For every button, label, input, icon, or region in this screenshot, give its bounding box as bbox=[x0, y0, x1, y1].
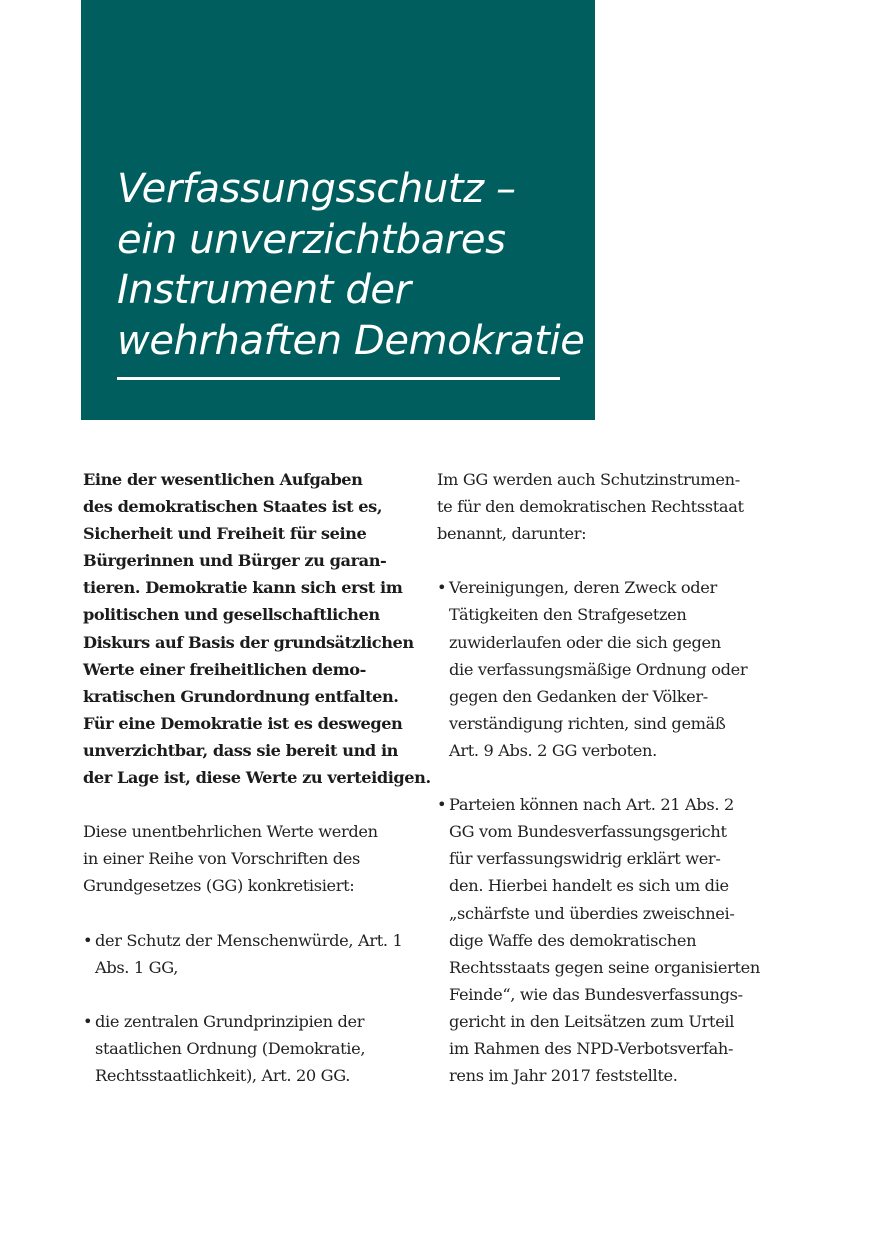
body-paragraph bbox=[437, 466, 767, 547]
list-item bbox=[83, 1008, 413, 1089]
text-line: Grundgesetzes (GG) konkretisiert: bbox=[83, 876, 355, 896]
text-line: Diskurs auf Basis der grundsätzlichen bbox=[83, 632, 414, 652]
text-line: Rechtsstaats gegen seine organisierten bbox=[449, 957, 760, 977]
text-line: Feinde“, wie das Bundesverfassungs- bbox=[449, 984, 743, 1004]
list-item bbox=[83, 927, 413, 981]
text-line: Bürgerinnen und Bürger zu garan- bbox=[83, 551, 387, 571]
text-line: Parteien können nach Art. 21 Abs. 2 bbox=[449, 795, 734, 815]
text-line: benannt, darunter: bbox=[437, 524, 587, 544]
text-line: politischen und gesellschaftlichen bbox=[83, 605, 380, 625]
text-line: Abs. 1 GG, bbox=[95, 957, 179, 977]
right-column bbox=[437, 466, 767, 1089]
text-line: zuwiderlaufen oder die sich gegen bbox=[449, 632, 721, 652]
text-line: Vereinigungen, deren Zweck oder bbox=[449, 578, 717, 598]
text-line: im Rahmen des NPD-Verbotsverfah- bbox=[449, 1038, 734, 1058]
text-line: Im GG werden auch Schutzinstrumen- bbox=[437, 470, 740, 489]
text-line: gegen den Gedanken der Völker- bbox=[449, 686, 708, 706]
text-line: Werte einer freiheitlichen demo- bbox=[83, 659, 366, 679]
title-line: ein unverzichtbares bbox=[117, 216, 506, 263]
list-item bbox=[437, 574, 767, 764]
text-line: dige Waffe des demokratischen bbox=[449, 930, 697, 950]
title-line: Verfassungsschutz – bbox=[117, 166, 516, 212]
intro-paragraph bbox=[83, 466, 431, 791]
text-line: in einer Reihe von Vorschriften des bbox=[83, 849, 360, 869]
title-line: wehrhaften Demokratie bbox=[117, 317, 585, 364]
body-paragraph bbox=[83, 818, 413, 899]
text-line: der Lage ist, diese Werte zu verteidigen. bbox=[83, 768, 431, 788]
text-line: GG vom Bundesverfassungsgericht bbox=[449, 822, 727, 842]
text-line: kratischen Grundordnung entfalten. bbox=[83, 686, 399, 706]
text-line: Eine der wesentlichen Aufgaben bbox=[83, 470, 363, 489]
text-line: Für eine Demokratie ist es deswegen bbox=[83, 713, 403, 733]
text-line: te für den demokratischen Rechtsstaat bbox=[437, 497, 744, 517]
text-line: die verfassungsmäßige Ordnung oder bbox=[449, 659, 748, 679]
text-line: rens im Jahr 2017 feststellte. bbox=[449, 1066, 678, 1086]
text-line: verständigung richten, sind gemäß bbox=[449, 713, 726, 733]
bullet-icon: • bbox=[437, 578, 447, 598]
title-underline bbox=[117, 377, 560, 380]
text-line: Art. 9 Abs. 2 GG verboten. bbox=[449, 740, 657, 760]
text-line: des demokratischen Staates ist es, bbox=[83, 497, 383, 517]
page-title bbox=[117, 164, 587, 366]
title-line: Instrument der bbox=[117, 267, 411, 313]
list-item bbox=[437, 791, 767, 1089]
text-line: der Schutz der Menschenwürde, Art. 1 bbox=[95, 930, 403, 950]
text-line: „schärfste und überdies zweischnei- bbox=[449, 903, 735, 923]
bullet-icon: • bbox=[437, 795, 447, 815]
text-line: tieren. Demokratie kann sich erst im bbox=[83, 578, 403, 598]
text-line: gericht in den Leitsätzen zum Urteil bbox=[449, 1011, 735, 1031]
text-line: für verfassungswidrig erklärt wer- bbox=[449, 849, 721, 869]
left-column bbox=[83, 466, 431, 1089]
text-line: Diese unentbehrlichen Werte werden bbox=[83, 822, 378, 842]
text-line: unverzichtbar, dass sie bereit und in bbox=[83, 740, 398, 760]
text-line: den. Hierbei handelt es sich um die bbox=[449, 876, 729, 896]
title-banner bbox=[81, 0, 595, 420]
text-line: Sicherheit und Freiheit für seine bbox=[83, 524, 367, 544]
text-line: Rechtsstaatlichkeit), Art. 20 GG. bbox=[95, 1066, 351, 1086]
text-line: staatlichen Ordnung (Demokratie, bbox=[95, 1038, 366, 1058]
text-line: Tätigkeiten den Strafgesetzen bbox=[449, 605, 687, 625]
bullet-icon: • bbox=[83, 1011, 93, 1031]
text-line: die zentralen Grundprinzipien der bbox=[95, 1011, 365, 1031]
bullet-icon: • bbox=[83, 930, 93, 950]
